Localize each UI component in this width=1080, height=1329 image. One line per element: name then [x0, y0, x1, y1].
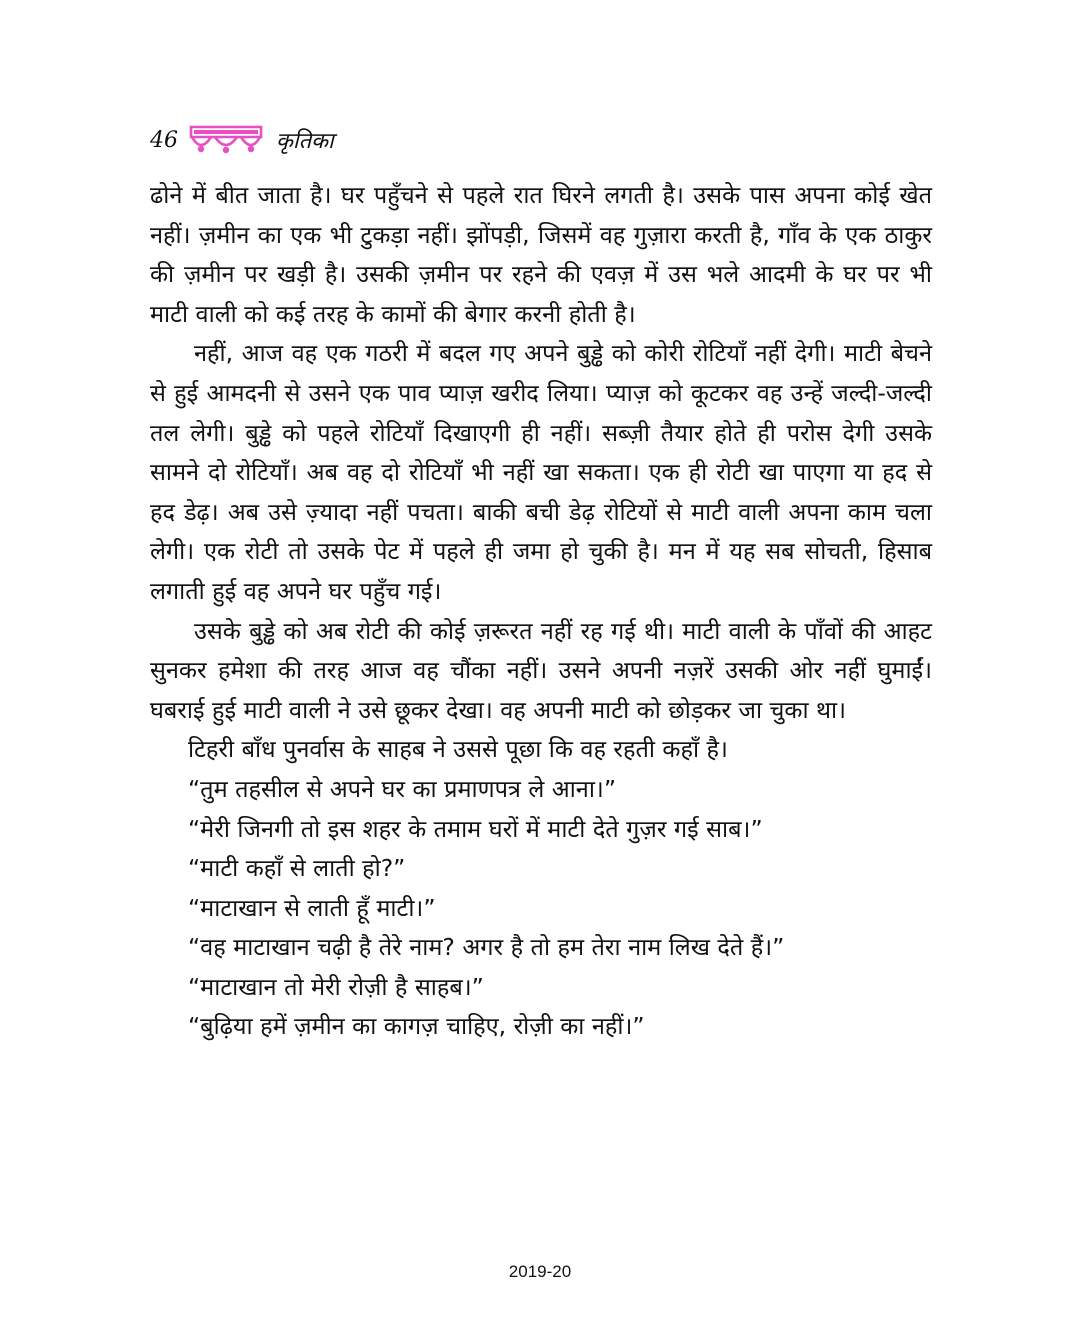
- dialogue-line: “मेरी जिनगी तो इस शहर के तमाम घरों में माटी देते गुज़र गई साब।”: [188, 814, 763, 843]
- dialogue-line: “वह माटाखान चढ़ी है तेरे नाम? अगर है तो हम तेरा नाम लिख देते हैं।”: [188, 933, 785, 962]
- dialogue-line: “माटाखान से लाती हूँ माटी।”: [188, 893, 436, 922]
- dialogue-line: टिहरी बाँध पुनर्वास के साहब ने उससे पूछा कि वह रहती कहाँ है।: [188, 735, 728, 764]
- dialogue-line: “तुम तहसील से अपने घर का प्रमाणपत्र ले आना।”: [188, 774, 617, 803]
- dialogue-line: “माटाखान तो मेरी रोज़ी है साहब।”: [188, 972, 484, 1001]
- page-header: [150, 120, 334, 160]
- book-title: कृतिका: [276, 129, 334, 154]
- paragraph-rotiyan: नहीं, आज वह एक गठरी में बदल गए अपने बुड्ढे को कोरी रोटियाँ नहीं देगी। माटी बेचने से हुई आमदनी से उसने एक पाव प्याज़ खरीद लिया। प्याज़ को कूटकर वह उन्हें जल्दी-जल्दी तल लेगी। बुड्ढे को पहले रोटियाँ दिखाएगी ही नहीं। सब्ज़ी तैयार होते ही परोस देगी उसके सामने दो रोटियाँ। अब वह दो रोटियाँ भी नहीं खा सकता। एक ही रोटी खा पाएगा या हद से हद डेढ़। अब उसे ज़्यादा नहीं पचता। बाकी बची डेढ़ रोटियों से माटी वाली अपना काम चला लेगी। एक रोटी तो उसके पेट में पहले ही जमा हो चुकी है। मन में यह सब सोचती, हिसाब लगाती हुई वह अपने घर पहुँच गई।: [150, 339, 932, 605]
- paragraph-continued: ढोने में बीत जाता है। घर पहुँचने से पहले रात घिरने लगती है। उसके पास अपना कोई खेत नहीं। ज़मीन का एक भी टुकड़ा नहीं। झोंपड़ी, जिसमें वह गुज़ारा करती है, गाँव के एक ठाकुर की ज़मीन पर खड़ी है। उसकी ज़मीन पर रहने की एवज़ में उस भले आदमी के घर पर भी माटी वाली को कई तरह के कामों की बेगार करनी होती है।: [150, 181, 932, 328]
- paragraph-budhha: उसके बुड्ढे को अब रोटी की कोई ज़रूरत नहीं रह गई थी। माटी वाली के पाँवों की आहट सुनकर हमेशा की तरह आज वह चौंका नहीं। उसने अपनी नज़रें उसकी ओर नहीं घुमाईं। घबराई हुई माटी वाली ने उसे छूकर देखा। वह अपनी माटी को छोड़कर जा चुका था।: [150, 616, 932, 724]
- dialogue-line: “बुढ़िया हमें ज़मीन का कागज़ चाहिए, रोज़ी का नहीं।”: [188, 1012, 645, 1041]
- dialogue-line: “माटी कहाँ से लाती हो?”: [188, 854, 406, 883]
- scalloped-ornament-icon: [188, 123, 264, 157]
- page-body: [150, 176, 932, 1047]
- footer-year: 2019-20: [508, 1262, 572, 1281]
- page-number: 46: [150, 127, 178, 153]
